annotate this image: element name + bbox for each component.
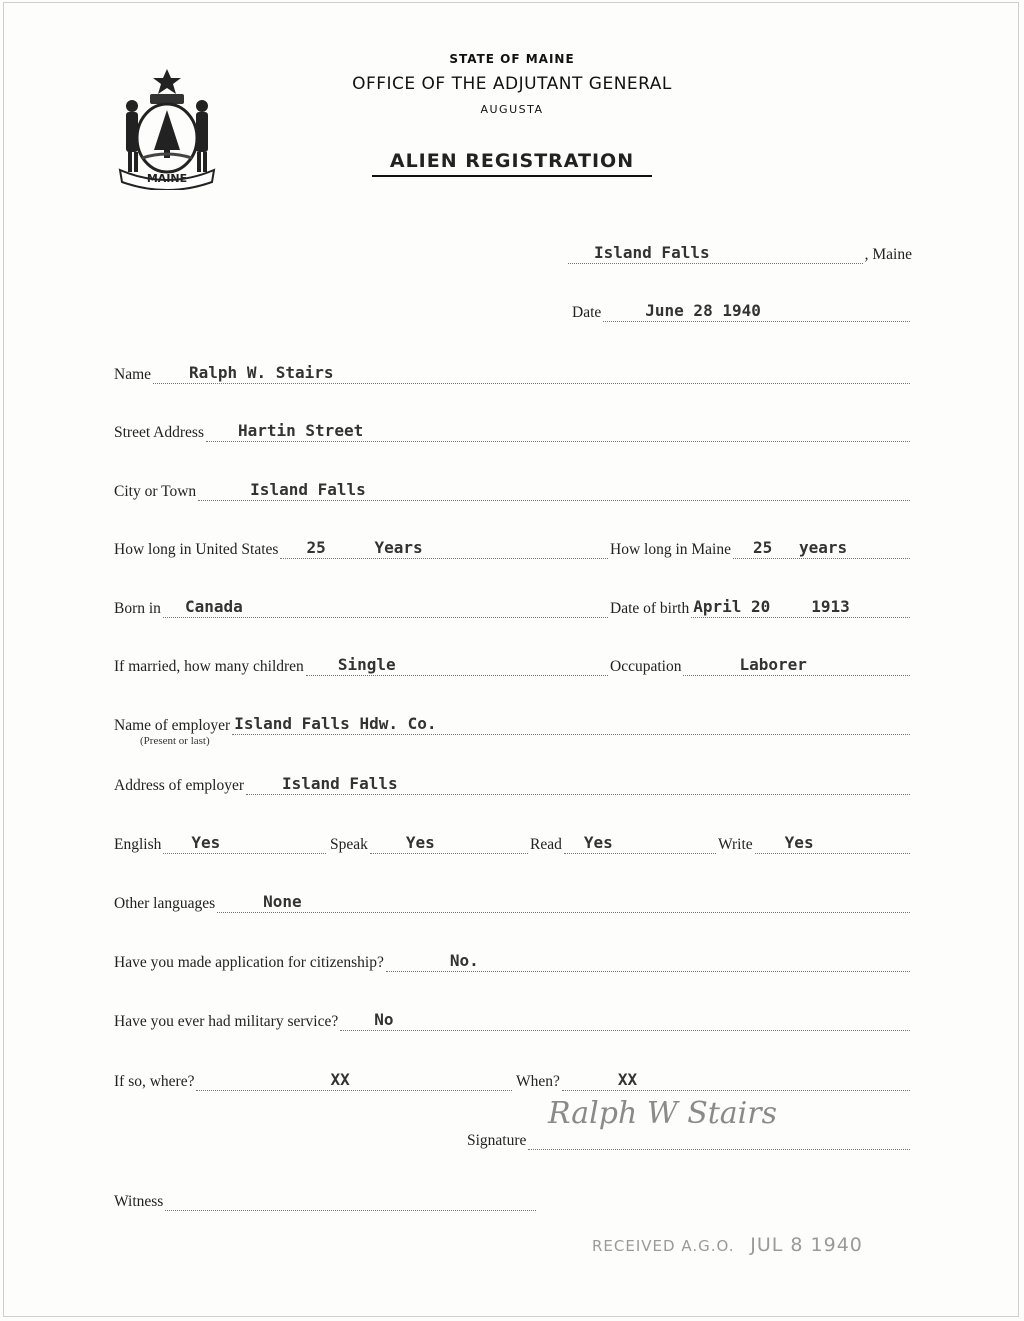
name-row bbox=[114, 362, 912, 384]
read-row bbox=[530, 832, 718, 854]
place-suffix: , Maine bbox=[864, 246, 912, 263]
us-duration-field[interactable] bbox=[280, 540, 608, 559]
employer-label: Name of employer bbox=[114, 717, 231, 734]
other-languages-row bbox=[114, 891, 912, 913]
military-value: No bbox=[374, 1010, 394, 1029]
city-row bbox=[114, 479, 912, 501]
occupation-value: Laborer bbox=[739, 655, 807, 674]
street-field[interactable] bbox=[206, 423, 910, 442]
street-value: Hartin Street bbox=[237, 421, 364, 440]
city-value: Island Falls bbox=[250, 480, 366, 499]
write-row bbox=[718, 832, 912, 854]
occupation-row bbox=[610, 654, 912, 676]
stamp-date: JUL 8 1940 bbox=[750, 1234, 863, 1256]
english-value: Yes bbox=[191, 833, 221, 852]
other-languages-field[interactable] bbox=[217, 894, 910, 913]
received-stamp bbox=[592, 1234, 863, 1256]
citizenship-value: No. bbox=[449, 951, 479, 970]
dob-row bbox=[610, 596, 912, 618]
citizenship-label: Have you made application for citizenship? bbox=[114, 954, 384, 971]
other-languages-label: Other languages bbox=[114, 895, 216, 912]
born-label: Born in bbox=[114, 600, 161, 617]
born-field[interactable] bbox=[163, 599, 608, 618]
signature-label: Signature bbox=[467, 1132, 527, 1149]
employer-sublabel: (Present or last) bbox=[140, 735, 210, 747]
maine-duration-row bbox=[610, 537, 912, 559]
english-field[interactable] bbox=[163, 835, 326, 854]
occupation-label: Occupation bbox=[610, 658, 682, 675]
read-label: Read bbox=[530, 836, 562, 853]
born-value: Canada bbox=[184, 597, 243, 616]
us-duration-value: 25 bbox=[306, 538, 326, 557]
dob-label: Date of birth bbox=[610, 600, 690, 617]
place-row bbox=[568, 242, 912, 264]
date-row bbox=[572, 300, 912, 322]
other-languages-value: None bbox=[263, 892, 302, 911]
office-heading: OFFICE OF THE ADJUTANT GENERAL bbox=[352, 74, 672, 94]
maine-duration-value: 25 bbox=[752, 538, 773, 557]
read-field[interactable] bbox=[564, 835, 716, 854]
english-label: English bbox=[114, 836, 162, 853]
military-field[interactable] bbox=[340, 1012, 910, 1031]
military-label: Have you ever had military service? bbox=[114, 1013, 339, 1030]
write-field[interactable] bbox=[755, 835, 910, 854]
when-value: XX bbox=[617, 1070, 638, 1089]
dob-year: 1913 bbox=[811, 597, 850, 616]
street-row bbox=[114, 420, 912, 442]
date-field[interactable] bbox=[603, 303, 910, 322]
us-duration-row bbox=[114, 537, 610, 559]
when-field[interactable] bbox=[562, 1072, 910, 1091]
city-label: City or Town bbox=[114, 483, 197, 500]
employer-value: Island Falls Hdw. Co. bbox=[234, 714, 437, 733]
employer-field[interactable] bbox=[232, 716, 910, 735]
write-label: Write bbox=[718, 836, 753, 853]
name-label: Name bbox=[114, 366, 152, 383]
speak-field[interactable] bbox=[370, 835, 528, 854]
citizenship-row bbox=[114, 950, 912, 972]
city-heading: AUGUSTA bbox=[480, 103, 544, 116]
children-value: Single bbox=[337, 655, 396, 674]
citizenship-field[interactable] bbox=[386, 953, 910, 972]
maine-duration-field[interactable] bbox=[733, 540, 910, 559]
signature-value: Ralph W Stairs bbox=[548, 1096, 778, 1131]
born-row bbox=[114, 596, 610, 618]
stamp-text: RECEIVED A.G.O. bbox=[592, 1237, 735, 1255]
dob-field[interactable] bbox=[691, 599, 910, 618]
maine-duration-unit: years bbox=[798, 538, 848, 557]
maine-duration-label: How long in Maine bbox=[610, 541, 731, 558]
employer-address-field[interactable] bbox=[246, 776, 910, 795]
speak-label: Speak bbox=[330, 836, 368, 853]
employer-address-row bbox=[114, 773, 912, 795]
signature-row bbox=[467, 1128, 912, 1150]
witness-label: Witness bbox=[114, 1193, 164, 1210]
when-row bbox=[516, 1069, 912, 1091]
where-field[interactable] bbox=[196, 1072, 512, 1091]
write-value: Yes bbox=[784, 833, 814, 852]
children-row bbox=[114, 654, 610, 676]
employer-address-label: Address of employer bbox=[114, 777, 244, 794]
witness-field[interactable] bbox=[165, 1192, 536, 1211]
english-row bbox=[114, 832, 328, 854]
when-label: When? bbox=[516, 1073, 560, 1090]
dob-month-day: April 20 bbox=[693, 597, 771, 616]
state-heading: STATE OF MAINE bbox=[449, 52, 575, 66]
where-row bbox=[114, 1069, 514, 1091]
employer-row bbox=[114, 713, 912, 735]
us-duration-label: How long in United States bbox=[114, 541, 279, 558]
speak-row bbox=[330, 832, 530, 854]
where-value: XX bbox=[330, 1070, 350, 1089]
name-field[interactable] bbox=[153, 365, 910, 384]
speak-value: Yes bbox=[405, 833, 435, 852]
signature-field[interactable] bbox=[528, 1131, 910, 1150]
witness-row bbox=[114, 1189, 538, 1211]
form-title: ALIEN REGISTRATION bbox=[372, 150, 652, 177]
read-value: Yes bbox=[583, 833, 613, 852]
place-value: Island Falls bbox=[594, 243, 710, 262]
street-label: Street Address bbox=[114, 424, 204, 441]
occupation-field[interactable] bbox=[683, 657, 910, 676]
children-label: If married, how many children bbox=[114, 658, 304, 675]
military-row bbox=[114, 1009, 912, 1031]
where-label: If so, where? bbox=[114, 1073, 195, 1090]
seal-text: MAINE bbox=[146, 172, 188, 185]
children-field[interactable] bbox=[306, 657, 608, 676]
city-field[interactable] bbox=[198, 482, 910, 501]
us-duration-unit: Years bbox=[374, 538, 423, 557]
date-value: June 28 1940 bbox=[645, 301, 761, 320]
employer-address-value: Island Falls bbox=[282, 774, 398, 793]
place-field[interactable] bbox=[568, 245, 863, 264]
date-label: Date bbox=[572, 304, 602, 321]
name-value: Ralph W. Stairs bbox=[189, 363, 334, 382]
